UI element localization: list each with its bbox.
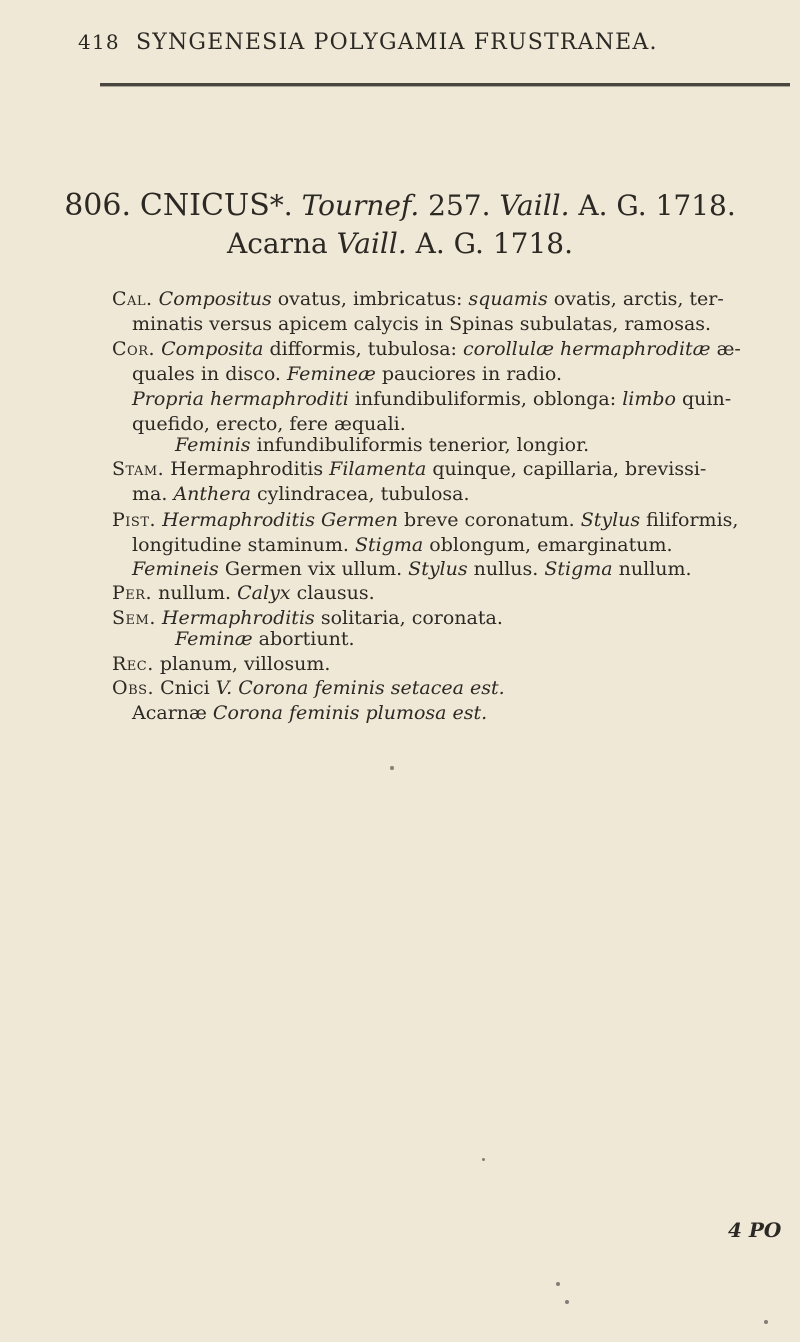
ref2-rest: A. G. 1718.: [578, 189, 736, 222]
pist-text: oblongum, emarginatum.: [423, 534, 673, 556]
sem-text: solitaria, coronata.: [314, 607, 503, 629]
pist-text: longitudine staminum.: [132, 534, 355, 556]
paper-speck: [556, 1282, 560, 1286]
cor-line-4: quefido, erecto, fere æquali.: [132, 413, 406, 435]
stam-text: ma.: [132, 483, 174, 505]
cor-term: Propria hermaphroditi: [132, 388, 349, 410]
pist-line-1: [112, 509, 738, 531]
stam-text: cylindracea, tubulosa.: [250, 483, 470, 505]
obs-term: V.: [215, 677, 233, 699]
pist-term: Hermaphroditis Germen: [162, 509, 398, 531]
rec-line: [112, 653, 330, 675]
cor-text: quin-: [675, 388, 732, 410]
stam-text: quinque, capillaria, brevissi-: [426, 458, 707, 480]
per-text: clausus.: [290, 582, 375, 604]
genus-heading: [0, 188, 800, 223]
catchword: 4 PO: [728, 1218, 782, 1242]
pist-term: Femineis: [132, 558, 219, 580]
sem-term: Hermaphroditis: [161, 607, 315, 629]
paper-speck: [565, 1300, 569, 1304]
cal-text: ovatus, imbricatus:: [271, 288, 469, 310]
obs-text: Cnici: [160, 677, 216, 699]
pist-line-2: [132, 534, 673, 556]
paper-speck: [390, 766, 394, 770]
obs-label: Obs.: [112, 677, 155, 699]
cor-label: Cor.: [112, 338, 156, 360]
cor-line-2: [132, 363, 562, 385]
obs-text: Acarnæ: [132, 702, 213, 724]
stam-text: Hermaphroditis: [170, 458, 330, 480]
synonym-heading: [0, 227, 800, 260]
cor-term: Feminis: [175, 434, 251, 456]
cor-text: æ-: [710, 338, 741, 360]
cor-text: pauciores in radio.: [375, 363, 563, 385]
pist-term: Stigma: [544, 558, 613, 580]
cor-term: Composita: [161, 338, 264, 360]
pist-text: nullum.: [612, 558, 692, 580]
pist-text: Germen vix ullum.: [218, 558, 409, 580]
per-term: Calyx: [237, 582, 291, 604]
cor-line-5: [175, 434, 589, 456]
ref1-author: Tournef.: [301, 189, 420, 222]
cor-text: infundibuliformis tenerior, longior.: [250, 434, 590, 456]
obs-line-2: [132, 702, 487, 724]
pist-line-3: [132, 558, 692, 580]
obs-line-1: [112, 677, 505, 699]
cal-label: Cal.: [112, 288, 153, 310]
synonym-name: Acarna: [227, 227, 328, 260]
per-line: [112, 582, 375, 604]
stam-line-2: [132, 483, 470, 505]
cor-term: Femineæ: [287, 363, 376, 385]
obs-term: Corona feminis setacea est.: [232, 677, 505, 699]
sem-term: Feminæ: [175, 628, 253, 650]
cal-text: ovatis, arctis, ter-: [547, 288, 724, 310]
cor-term: limbo: [622, 388, 676, 410]
genus-mark: *.: [269, 189, 293, 222]
pist-term: Stylus: [580, 509, 641, 531]
rec-label: Rec.: [112, 653, 154, 675]
cal-line-2: minatis versus apicem calycis in Spinas subulatas, ramosas.: [132, 313, 712, 335]
ref2-author: Vaill.: [499, 189, 570, 222]
cor-term: corollulæ hermaphroditæ: [463, 338, 711, 360]
cor-text: difformis, tubulosa:: [263, 338, 463, 360]
pist-term: Stigma: [355, 534, 424, 556]
page-number: 418: [78, 30, 120, 54]
pist-term: Stylus: [408, 558, 468, 580]
pist-text: nullus.: [467, 558, 545, 580]
cal-term: Compositus: [158, 288, 272, 310]
cor-line-3: [132, 388, 731, 410]
pist-text: breve coronatum.: [398, 509, 581, 531]
genus-number: 806.: [64, 188, 132, 223]
per-label: Per.: [112, 582, 153, 604]
sem-line-1: [112, 607, 503, 629]
rec-text: planum, villosum.: [159, 653, 331, 675]
stam-label: Stam.: [112, 458, 165, 480]
sem-line-2: [175, 628, 355, 650]
synonym-rest: A. G. 1718.: [415, 227, 573, 260]
sem-label: Sem.: [112, 607, 156, 629]
running-header: [78, 30, 658, 55]
per-text: nullum.: [158, 582, 238, 604]
sem-text: abortiunt.: [252, 628, 355, 650]
header-rule-thin: [100, 86, 790, 87]
genus-name: CNICUS: [139, 188, 270, 223]
paper-speck: [482, 1158, 485, 1161]
cal-term: squamis: [468, 288, 548, 310]
cal-line-1: [112, 288, 724, 310]
cor-text: infundibuliformis, oblonga:: [348, 388, 623, 410]
cor-text: quales in disco.: [132, 363, 288, 385]
ref1-page: 257.: [428, 189, 491, 222]
pist-label: Pist.: [112, 509, 157, 531]
stam-term: Anthera: [173, 483, 251, 505]
pist-text: filiformis,: [640, 509, 739, 531]
paper-speck: [764, 1320, 768, 1324]
obs-term: Corona feminis plumosa est.: [212, 702, 488, 724]
running-title: SYNGENESIA POLYGAMIA FRUSTRANEA.: [135, 30, 658, 55]
synonym-author: Vaill.: [336, 227, 407, 260]
cor-line-1: [112, 338, 741, 360]
stam-line-1: [112, 458, 706, 480]
stam-term: Filamenta: [329, 458, 427, 480]
